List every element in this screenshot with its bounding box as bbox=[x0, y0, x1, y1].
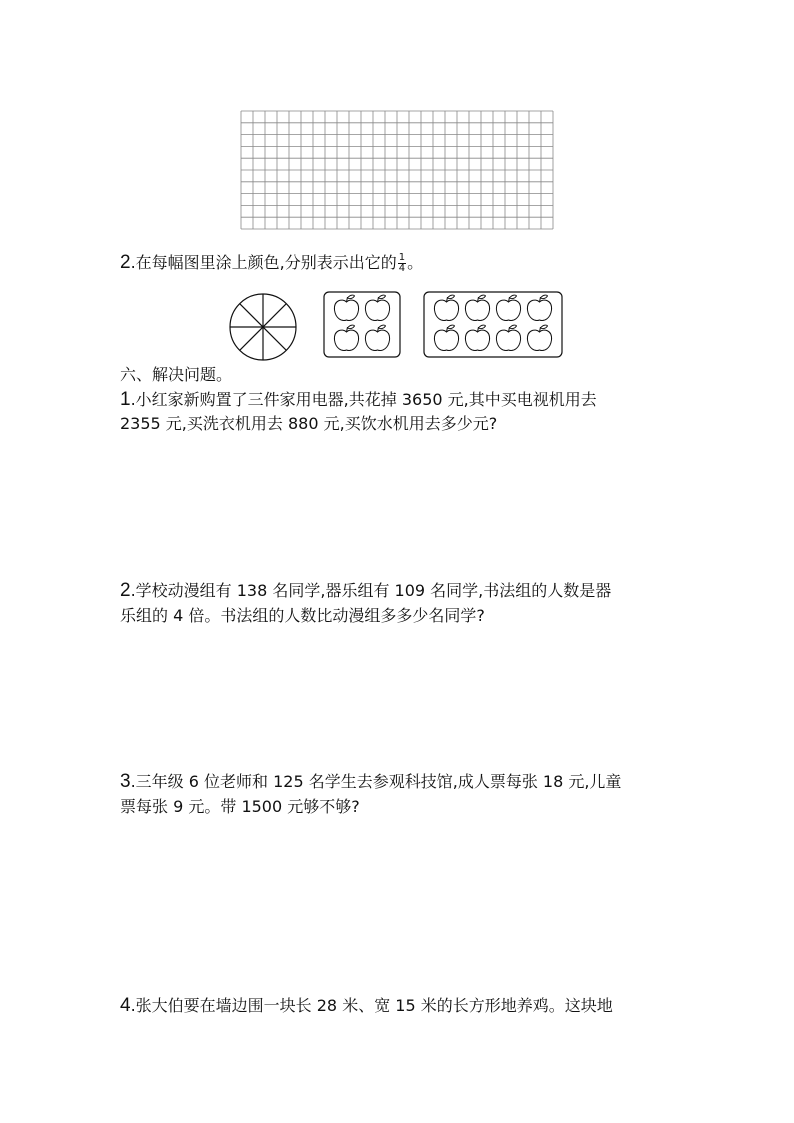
apple-icon bbox=[434, 295, 458, 320]
apple-body bbox=[527, 300, 551, 320]
apple-body bbox=[527, 330, 551, 350]
apple-body bbox=[434, 330, 458, 350]
apple-body bbox=[365, 330, 389, 350]
fraction-one-quarter bbox=[398, 253, 406, 274]
apple-body bbox=[434, 300, 458, 320]
square-grid bbox=[240, 110, 554, 230]
problem-3-line-2: 票每张 9 元。带 1500 元够不够? bbox=[120, 797, 360, 816]
problem-2-line-1 bbox=[120, 580, 611, 602]
problem-1-line-2: 2355 元,买洗衣机用去 880 元,买饮水机用去多少元? bbox=[120, 414, 498, 433]
apple-body bbox=[465, 330, 489, 350]
problem-text: .张大伯要在墙边围一块长 28 米、宽 15 米的长方形地养鸡。这块地 bbox=[130, 996, 613, 1015]
apple-leaf bbox=[448, 295, 455, 298]
apple-body bbox=[365, 300, 389, 320]
apple-leaf bbox=[510, 295, 517, 298]
apple-leaf bbox=[510, 325, 517, 328]
problem-text: .小红家新购置了三件家用电器,共花掉 3650 元,其中买电视机用去 bbox=[130, 390, 597, 409]
apple-icon bbox=[527, 325, 551, 350]
apple-icon bbox=[434, 325, 458, 350]
problem-text: .三年级 6 位老师和 125 名学生去参观科技馆,成人票每张 18 元,儿童 bbox=[130, 772, 622, 791]
apple-icon bbox=[334, 325, 358, 350]
section-title: 六、解决问题。 bbox=[120, 365, 233, 384]
apple-leaf bbox=[348, 325, 355, 328]
problem-number: 2 bbox=[120, 580, 131, 601]
apple-leaf bbox=[541, 325, 548, 328]
apple-icon bbox=[365, 325, 389, 350]
problem-4-line-1 bbox=[120, 995, 613, 1017]
apple-leaf bbox=[348, 295, 355, 298]
apple-box-eight bbox=[423, 291, 563, 358]
problem-number: 3 bbox=[120, 771, 131, 792]
apple-leaf bbox=[479, 295, 486, 298]
circle-eighths-figure bbox=[229, 293, 297, 361]
apple-icon bbox=[334, 295, 358, 320]
apple-leaf bbox=[479, 325, 486, 328]
problem-3-line-1 bbox=[120, 771, 621, 793]
apple-icon bbox=[465, 295, 489, 320]
fraction-denominator: 4 bbox=[398, 263, 406, 274]
apple-body bbox=[465, 300, 489, 320]
problem-1-line-1 bbox=[120, 389, 597, 411]
apple-leaf bbox=[448, 325, 455, 328]
apple-icon bbox=[496, 325, 520, 350]
apple-leaf bbox=[379, 325, 386, 328]
question-number: 2 bbox=[120, 252, 131, 273]
apple-icon bbox=[496, 295, 520, 320]
apple-icon bbox=[365, 295, 389, 320]
question-suffix: 。 bbox=[407, 253, 424, 272]
apple-icon bbox=[465, 325, 489, 350]
apple-body bbox=[496, 330, 520, 350]
coloring-question bbox=[120, 252, 423, 274]
problem-number: 4 bbox=[120, 995, 131, 1016]
problem-2-line-2: 乐组的 4 倍。书法组的人数比动漫组多多少名同学? bbox=[120, 606, 485, 625]
apple-body bbox=[334, 330, 358, 350]
apple-body bbox=[496, 300, 520, 320]
apple-leaf bbox=[379, 295, 386, 298]
question-text: .在每幅图里涂上颜色,分别表示出它的 bbox=[130, 253, 397, 272]
fraction-numerator: 1 bbox=[398, 252, 406, 263]
apple-leaf bbox=[541, 295, 548, 298]
problem-text: .学校动漫组有 138 名同学,器乐组有 109 名同学,书法组的人数是器 bbox=[130, 581, 612, 600]
apple-box-frame bbox=[324, 292, 400, 357]
apple-body bbox=[334, 300, 358, 320]
problem-number: 1 bbox=[120, 389, 131, 410]
apple-icon bbox=[527, 295, 551, 320]
apple-box-four bbox=[323, 291, 401, 358]
